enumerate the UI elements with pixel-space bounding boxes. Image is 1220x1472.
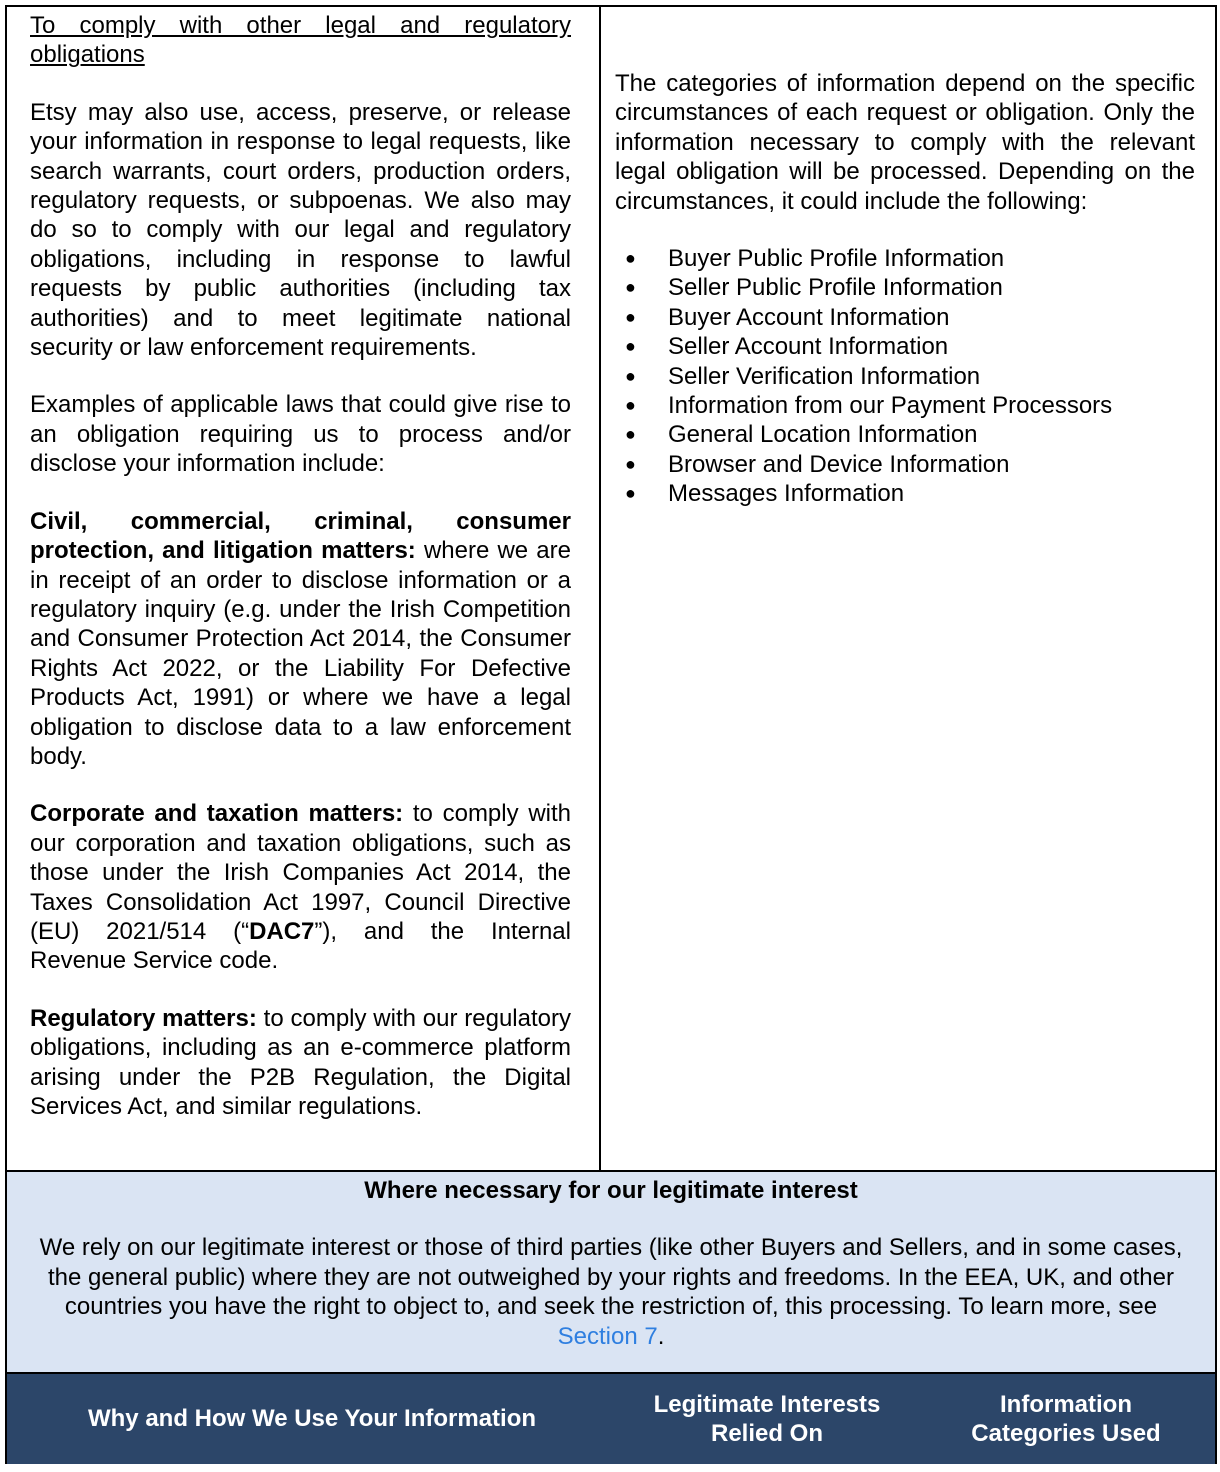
list-item: ● Messages Information xyxy=(615,479,1195,508)
list-item: ● Seller Public Profile Information xyxy=(615,273,1195,302)
examples-paragraph: Examples of applicable laws that could give rise to an obligation requiring us to process and/or disclose your information include: xyxy=(30,391,571,478)
list-item: ● Seller Verification Information xyxy=(615,362,1195,391)
legal-obligations-row xyxy=(7,7,1215,1172)
legitimate-interest-section xyxy=(7,1172,1215,1374)
left-cell xyxy=(7,7,601,1170)
regulatory-text: to comply with our regulatory obligations, including as an e-commerce platform arising under the P2B Regulation, the Digital Services Act, and similar regulations. xyxy=(30,1004,571,1120)
corporate-text-a: to comply with our corporation and taxation obligations, such as those under the Irish Companies Act 2014, the Taxes Consolidation Act 1997, Council Directive (EU) 2021/514 (“ xyxy=(30,800,571,945)
list-item: ● Seller Account Information xyxy=(615,332,1195,361)
legal-requests-paragraph: Etsy may also use, access, preserve, or release your information in response to legal requests, like search warrants, court orders, production orders, regulatory requests, or subpoenas. We also may do so to comply with our legal and regulatory obligations, including in response to lawful requests by public authorities (including tax authorities) and to meet legitimate national security or law enforcement requirements. xyxy=(30,98,571,362)
legitimate-interest-tail: . xyxy=(657,1322,665,1350)
list-item: ● Buyer Public Profile Information xyxy=(615,244,1195,273)
table-header-row xyxy=(7,1374,1215,1464)
categories-list xyxy=(615,244,1195,509)
corporate-matters-paragraph xyxy=(30,799,571,975)
list-item: ● Buyer Account Information xyxy=(615,303,1195,332)
section-7-link[interactable]: Section 7 xyxy=(557,1322,658,1350)
civil-label: Civil, commercial, criminal, consumer protection, and litigation matters: xyxy=(30,507,571,565)
regulatory-matters-paragraph xyxy=(30,1004,571,1122)
legitimate-interest-text: We rely on our legitimate interest or those of third parties (like other Buyers and Sellers, and in some cases, the general public) where they are not outweighed by your rights and freedoms. In the EEA, UK, and other countries you have the right to object to, and seek the restriction of, this processing. To learn more, see xyxy=(39,1234,1183,1321)
civil-text: where we are in receipt of an order to disclose information or a regulatory inquiry (e.g. under the Irish Competition and Consumer Protection Act 2014, the Consumer Rights Act 2022, or the Liability For Defective Products Act, 1991) or where we have a legal obligation to disclose data to a law enforcement body. xyxy=(30,537,571,770)
list-item: ● Information from our Payment Processors xyxy=(615,391,1195,420)
civil-matters-paragraph xyxy=(30,507,571,772)
regulatory-label: Regulatory matters: xyxy=(30,1004,257,1032)
legitimate-interest-body xyxy=(27,1233,1195,1351)
header-why-how: Why and How We Use Your Information xyxy=(87,1405,537,1433)
categories-intro: The categories of information depend on the specific circumstances of each request or obligation. Only the information necessary to comply with the relevant legal obligation will be processed. Depending on the circumstances, it could include the following: xyxy=(615,70,1195,215)
list-item: ● Browser and Device Information xyxy=(615,450,1195,479)
dac7-term: DAC7 xyxy=(249,917,315,945)
policy-table xyxy=(5,5,1217,1464)
header-legitimate-interests: Legitimate Interests Relied On xyxy=(653,1390,881,1447)
right-cell xyxy=(601,7,1215,1170)
legitimate-interest-title: Where necessary for our legitimate interest xyxy=(364,1177,858,1204)
corporate-label: Corporate and taxation matters: xyxy=(30,800,404,828)
list-item: ● General Location Information xyxy=(615,420,1195,449)
corporate-text-b: ”), and the Internal Revenue Service code. xyxy=(30,917,571,975)
header-information-categories: Information Categories Used xyxy=(971,1390,1161,1447)
section-heading: To comply with other legal and regulatory obligations xyxy=(30,12,571,69)
